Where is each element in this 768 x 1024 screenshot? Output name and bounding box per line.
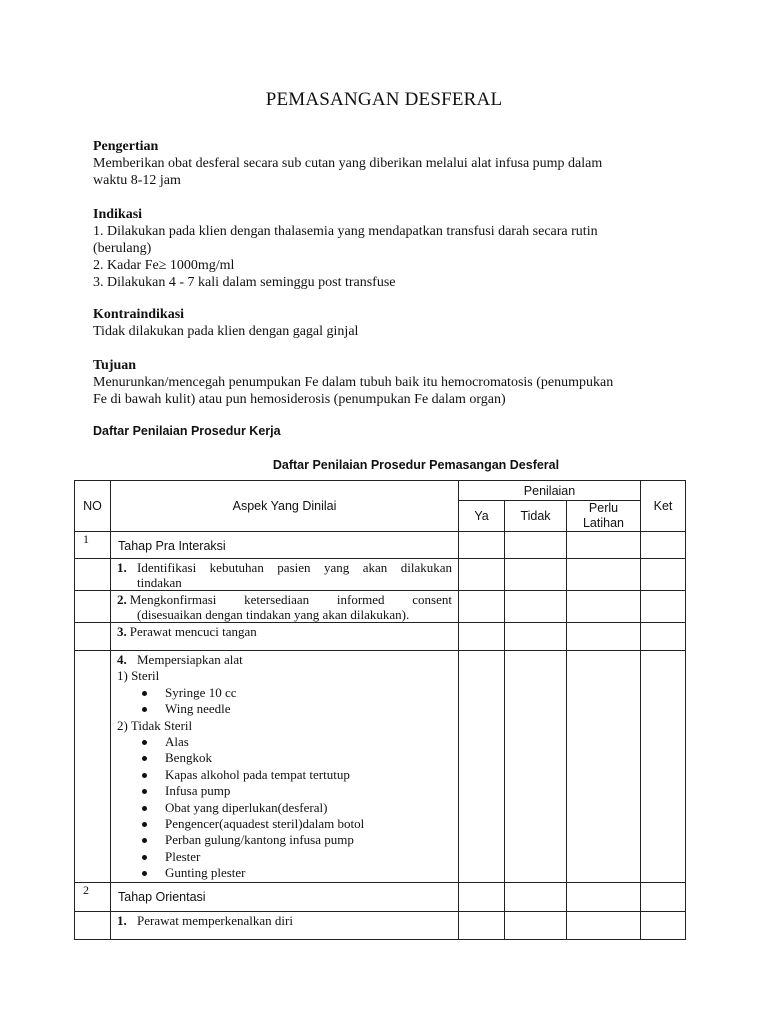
cell-ya: [459, 651, 505, 883]
indikasi-section: [93, 206, 683, 291]
list-item: Alas: [137, 734, 452, 750]
item-text: Identifikasi kebutuhan pasien yang akan dilakukan: [137, 560, 452, 575]
item-text: Perawat memperkenalkan diri: [137, 912, 293, 928]
header-perlu: Perlu: [588, 501, 619, 515]
aspect-item: [111, 591, 459, 623]
assessment-table: [74, 480, 686, 940]
row-number: [75, 911, 111, 939]
header-perlu-latihan: [567, 501, 641, 532]
steril-label: 1) Steril: [117, 668, 160, 684]
kontraindikasi-section: [93, 306, 683, 340]
item-text-continued: (disesuaikan dengan tindakan yang akan dilakukan).: [137, 607, 410, 622]
item-number: 3.: [117, 624, 127, 639]
stage-label: Tahap Orientasi: [111, 882, 459, 911]
cell-tidak: [505, 532, 567, 559]
row-number: [75, 591, 111, 623]
header-tidak: Tidak: [505, 501, 567, 532]
cell-ket: [641, 559, 686, 591]
list-item: Gunting plester: [137, 865, 452, 881]
cell-perlu-latihan: [567, 591, 641, 623]
cell-ket: [641, 591, 686, 623]
table-row: [75, 651, 686, 883]
header-penilaian: Penilaian: [459, 481, 641, 501]
item-text: Perawat mencuci tangan: [129, 624, 257, 639]
pengertian-section: [93, 138, 683, 189]
item-number: 1.: [117, 560, 127, 575]
cell-ket: [641, 532, 686, 559]
row-number: [75, 623, 111, 651]
cell-ya: [459, 911, 505, 939]
table-row: [75, 911, 686, 939]
header-latihan: Latihan: [582, 516, 624, 530]
item-text: Mengkonfirmasi ketersediaan informed consent: [129, 592, 452, 607]
list-item: Pengencer(aquadest steril)dalam botol: [137, 816, 452, 832]
table-row: [75, 532, 686, 559]
indikasi-heading: Indikasi: [93, 207, 143, 222]
tidak-steril-label: 2) Tidak Steril: [117, 717, 193, 733]
cell-perlu-latihan: [567, 651, 641, 883]
pengertian-heading: Pengertian: [93, 139, 159, 154]
tujuan-line: Menurunkan/mencegah penumpukan Fe dalam tubuh baik itu hemocromatosis (penumpukan: [93, 375, 614, 390]
aspect-item: [111, 911, 459, 939]
document-title: PEMASANGAN DESFERAL: [265, 89, 503, 110]
cell-tidak: [505, 559, 567, 591]
row-number: 2: [75, 882, 111, 911]
cell-tidak: [505, 882, 567, 911]
table-row: [75, 591, 686, 623]
kontraindikasi-line: Tidak dilakukan pada klien dengan gagal ginjal: [93, 324, 359, 339]
kontraindikasi-heading: Kontraindikasi: [93, 307, 185, 322]
list-item: Perban gulung/kantong infusa pump: [137, 832, 452, 848]
cell-tidak: [505, 651, 567, 883]
indikasi-line: 2. Kadar Fe≥ 1000mg/ml: [93, 258, 235, 273]
list-item: Plester: [137, 849, 452, 865]
indikasi-line: 1. Dilakukan pada klien dengan thalasemia yang mendapatkan transfusi darah secara rutin: [93, 224, 598, 239]
indikasi-line: 3. Dilakukan 4 - 7 kali dalam seminggu post transfuse: [93, 275, 396, 290]
header-aspek: Aspek Yang Dinilai: [111, 481, 459, 532]
cell-perlu-latihan: [567, 911, 641, 939]
tujuan-heading: Tujuan: [93, 358, 137, 373]
steril-list: [117, 685, 452, 718]
cell-perlu-latihan: [567, 623, 641, 651]
pengertian-line: Memberikan obat desferal secara sub cutan yang diberikan melalui alat infusa pump dalam: [93, 156, 603, 171]
cell-perlu-latihan: [567, 559, 641, 591]
list-item: Obat yang diperlukan(desferal): [137, 800, 452, 816]
list-item: Syringe 10 cc: [137, 685, 452, 701]
row-number: [75, 651, 111, 883]
table-row: [75, 559, 686, 591]
item-text: Mempersiapkan alat: [137, 652, 243, 667]
cell-ya: [459, 591, 505, 623]
item-number: 2.: [117, 592, 127, 607]
list-item: Infusa pump: [137, 783, 452, 799]
cell-tidak: [505, 623, 567, 651]
daftar-heading: Daftar Penilaian Prosedur Kerja: [93, 424, 281, 438]
cell-ket: [641, 651, 686, 883]
tujuan-section: [93, 357, 683, 408]
cell-ya: [459, 559, 505, 591]
cell-ya: [459, 882, 505, 911]
cell-perlu-latihan: [567, 882, 641, 911]
table-row: [75, 623, 686, 651]
item-text-continued: tindakan: [137, 575, 182, 590]
tidak-steril-list: [117, 734, 452, 882]
list-item: Bengkok: [137, 750, 452, 766]
item-number: 4.: [117, 652, 127, 667]
tujuan-line: Fe di bawah kulit) atau pun hemosiderosis (penumpukan Fe dalam organ): [93, 392, 506, 407]
cell-ya: [459, 623, 505, 651]
item-number: 1.: [117, 912, 127, 928]
cell-ya: [459, 532, 505, 559]
cell-ket: [641, 623, 686, 651]
row-number: 1: [75, 532, 111, 559]
table-row: [75, 882, 686, 911]
stage-label: Tahap Pra Interaksi: [111, 532, 459, 559]
header-ket: Ket: [641, 481, 686, 532]
cell-tidak: [505, 591, 567, 623]
list-item: Wing needle: [137, 701, 452, 717]
cell-ket: [641, 911, 686, 939]
cell-tidak: [505, 911, 567, 939]
header-ya: Ya: [459, 501, 505, 532]
cell-perlu-latihan: [567, 532, 641, 559]
aspect-item: [111, 651, 459, 883]
table-caption: Daftar Penilaian Prosedur Pemasangan Desferal: [272, 458, 560, 472]
row-number: [75, 559, 111, 591]
indikasi-line: (berulang): [93, 241, 152, 256]
aspect-item: [111, 559, 459, 591]
header-no: NO: [75, 481, 111, 532]
cell-ket: [641, 882, 686, 911]
list-item: Kapas alkohol pada tempat tertutup: [137, 767, 452, 783]
pengertian-line: waktu 8-12 jam: [93, 173, 181, 188]
aspect-item: [111, 623, 459, 651]
